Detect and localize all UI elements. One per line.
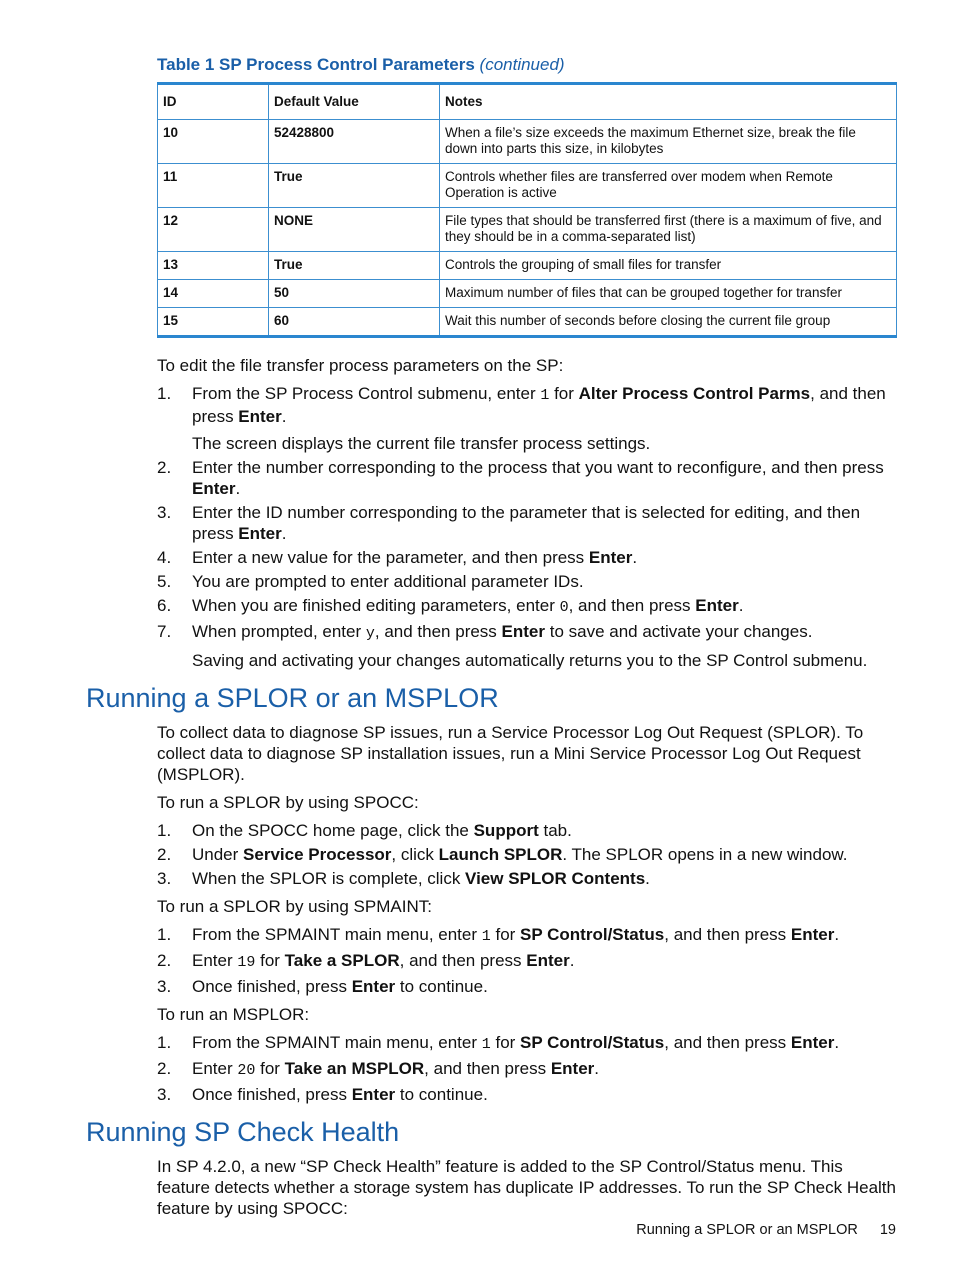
cell-default-value: 52428800 (269, 120, 440, 164)
cell-id: 13 (158, 252, 269, 280)
cell-default-value: NONE (269, 208, 440, 252)
list-item: 1. From the SPMAINT main menu, enter 1 for SP Control/Status, and then press Enter. (157, 925, 840, 945)
list-item: 2. Enter the number corresponding to the process that you want to reconfigure, and then press Enter. (157, 458, 884, 498)
table-row (158, 308, 897, 337)
list-item: 1. On the SPOCC home page, click the Support tab. (157, 821, 572, 840)
step-note: The screen displays the current file transfer process settings. (192, 434, 651, 453)
table-caption-continued: (continued) (479, 55, 565, 74)
list-item: 3. Once finished, press Enter to continue. (157, 977, 488, 996)
list-item: 6. When you are finished editing parameters, enter 0, and then press Enter. (157, 596, 744, 616)
cell-notes: Maximum number of files that can be grouped together for transfer (440, 280, 897, 308)
cell-id: 10 (158, 120, 269, 164)
list-item: 3. When the SPLOR is complete, click View SPLOR Contents. (157, 869, 650, 888)
spmaint-intro: To run a SPLOR by using SPMAINT: (157, 897, 432, 916)
step-note: Saving and activating your changes automatically returns you to the SP Control submenu. (192, 651, 868, 670)
cell-id: 12 (158, 208, 269, 252)
cell-default-value: True (269, 252, 440, 280)
cell-notes: Controls whether files are transferred over modem when Remote Operation is active (440, 164, 897, 208)
list-item: 4. Enter a new value for the parameter, and then press Enter. (157, 548, 638, 567)
table-header-row (158, 84, 897, 120)
cell-default-value: True (269, 164, 440, 208)
msplor-steps-list (157, 1032, 899, 1105)
list-item: 7. When prompted, enter y, and then press Enter to save and activate your changes. Saving and activating your changes automatically returns you to the SP Control submenu. (157, 621, 899, 671)
cell-default-value: 60 (269, 308, 440, 337)
spocc-intro: To run a SPLOR by using SPOCC: (157, 793, 419, 812)
list-item: 3. Once finished, press Enter to continue. (157, 1085, 488, 1104)
section-heading-check-health: Running SP Check Health (86, 1117, 400, 1147)
cell-default-value: 50 (269, 280, 440, 308)
cell-notes: When a file’s size exceeds the maximum Ethernet size, break the file down into parts this size, in kilobytes (440, 120, 897, 164)
body-text (86, 355, 899, 1226)
table-row (158, 280, 897, 308)
list-item: 3. Enter the ID number corresponding to the parameter that is selected for editing, and then press Enter. (157, 503, 861, 543)
page-number: 19 (879, 1222, 896, 1238)
column-header-notes: Notes (440, 84, 897, 120)
table-caption-title: Table 1 SP Process Control Parameters (157, 55, 475, 74)
cell-id: 14 (158, 280, 269, 308)
list-item: 1. From the SP Process Control submenu, enter 1 for Alter Process Control Parms, and then press Enter. The screen displays the current file transfer process settings. (157, 383, 899, 454)
list-item: 2. Under Service Processor, click Launch SPLOR. The SPLOR opens in a new window. (157, 845, 848, 864)
splor-intro: To collect data to diagnose SP issues, run a Service Processor Log Out Request (SPLOR). To collect data to diagnose SP installation issues, run a Mini Service Processor Log Out Request (MSPLOR). (157, 723, 864, 784)
footer-section-title: Running a SPLOR or an MSPLOR (636, 1222, 858, 1238)
cell-notes: Controls the grouping of small files for transfer (440, 252, 897, 280)
cell-id: 11 (158, 164, 269, 208)
msplor-intro: To run an MSPLOR: (157, 1005, 310, 1024)
spmaint-steps-list (157, 924, 899, 997)
edit-steps-list (157, 383, 899, 671)
process-control-parameters-table (157, 82, 897, 338)
cell-notes: Wait this number of seconds before closing the current file group (440, 308, 897, 337)
table-row (158, 208, 897, 252)
list-item: 5. You are prompted to enter additional parameter IDs. (157, 572, 584, 591)
cell-id: 15 (158, 308, 269, 337)
column-header-default-value: Default Value (269, 84, 440, 120)
table-row (158, 252, 897, 280)
column-header-id: ID (158, 84, 269, 120)
table-row (158, 120, 897, 164)
edit-intro: To edit the file transfer process parameters on the SP: (157, 356, 564, 375)
list-item: 1. From the SPMAINT main menu, enter 1 for SP Control/Status, and then press Enter. (157, 1033, 840, 1053)
table-caption (157, 55, 565, 75)
page-footer (636, 1222, 896, 1238)
section-heading-splor: Running a SPLOR or an MSPLOR (86, 683, 499, 713)
check-health-intro: In SP 4.2.0, a new “SP Check Health” feature is added to the SP Control/Status menu. This feature detects whether a storage system has duplicate IP addresses. To run the SP Check Health feature by using SPOCC: (157, 1157, 896, 1218)
table-row (158, 164, 897, 208)
cell-notes: File types that should be transferred first (there is a maximum of five, and they should be in a comma-separated list) (440, 208, 897, 252)
list-item: 2. Enter 20 for Take an MSPLOR, and then press Enter. (157, 1059, 600, 1079)
list-item: 2. Enter 19 for Take a SPLOR, and then press Enter. (157, 951, 575, 971)
spocc-steps-list (157, 820, 899, 889)
